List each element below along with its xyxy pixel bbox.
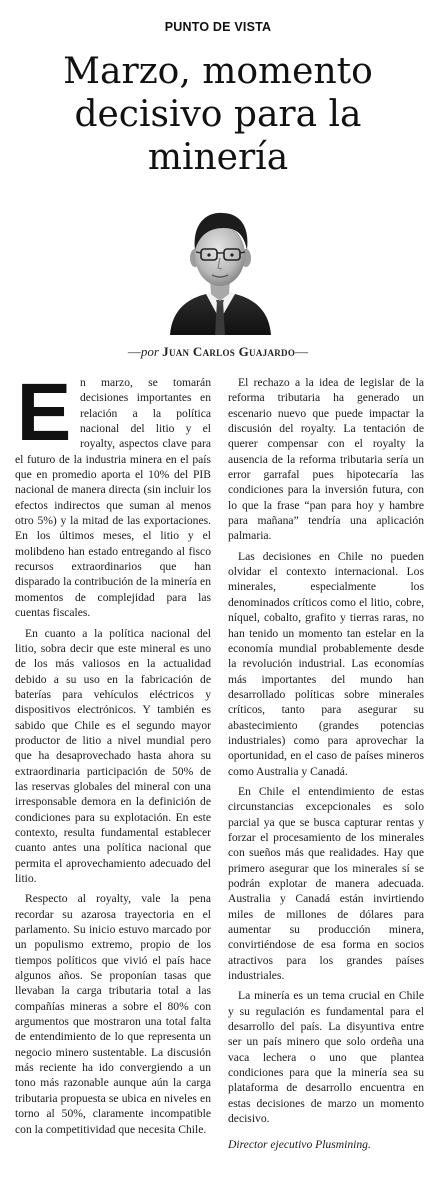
article-column-right (228, 375, 424, 1157)
byline-author: Juan Carlos Guajardo (162, 344, 296, 359)
article-paragraph-7: La minería es un tema crucial en Chile y su regulación es fundamental para el desarrollo del país. La disyuntiva entre ser un país minero que solo ordeña una vaca lechera o uno que plantea condiciones para que la minería sea su plataforma de desarrollo encuentra en estas decisiones de marzo un momento decisivo. (228, 989, 424, 1126)
drop-cap (15, 378, 73, 446)
byline (0, 344, 436, 360)
article-paragraph-3: Respecto al royalty, vale la pena recordar su azarosa trayectoria en el parlamento. Su inicio estuvo marcado por un populismo extremo, propio de los tiempos políticos que vivió el país hace algunos años. Se proponían tasas que llevaban la carga tributaria total a las compañías mineras a sobre el 80% con argumentos que mostraron una total falta de entendimiento de lo que representa un negocio minero sustentable. La discusión más reciente ha ido convergiendo a un tono más razonable aunque aún la carga tributaria propuesta se ubica en niveles en torno al 50%, claramente incompatible con la competitividad que necesita Chile. (15, 892, 211, 1136)
section-label: PUNTO DE VISTA (164, 20, 272, 34)
paragraph-text: n marzo, se tomarán decisiones importantes en relación a la política nacional del litio y el royalty, aspectos clave para el futuro de la industria minera en el país que en promedio aporta el 10% del PIB nacional de manera directa (sin incluir los efectos indirectos que suman al menos otro 5%) y la mitad de las exportaciones. En los últimos meses, el litio y el molibdeno han estado entregando al fisco recursos extraordinarios que han disparado la contribución de la minería en momentos de complejidad para las cuentas fiscales. (15, 376, 211, 620)
byline-prefix: por (140, 344, 159, 359)
article-paragraph-1 (15, 375, 211, 621)
article-paragraph-4: El rechazo a la idea de legislar de la reforma tributaria ha generado un escenario nuevo que puede impactar la discusión del royalty. La tentación de querer compensar con el royalty la ausencia de la reforma tributaria sería un error garrafal pues hipotecaría las condiciones para la inversión futura, con lo que la frase “pan para hoy y hambre para mañana” tendría una aplicación palmaria. (228, 376, 424, 543)
headline: Marzo, momento decisivo para la minería (63, 51, 373, 178)
article-paragraph-5: Las decisiones en Chile no pueden olvidar el contexto internacional. Los minerales, especialmente los denominados críticos como el litio, cobre, níquel, cobalto, grafito y tierras raras, no han tenido un momento tan estelar en la economía mundial probablemente desde la revolución industrial. Las economías más importantes del mundo han desarrollado políticas sobre minerales críticos, tanto para asegurar su abastecimiento (grandes potencias industriales) como para aprovechar la oportunidad, en el caso de países mineros como Australia y Canadá. (228, 549, 424, 778)
article-column-left (15, 375, 211, 1142)
author-portrait (168, 200, 273, 335)
article-paragraph-2: En cuanto a la política nacional del litio, sobra decir que este mineral es uno de los más valiosos en la actualidad debido a su uso en la fabricación de baterías para vehículos eléctricos y dispositivos electrónicos. Y también es sabido que Chile es el segundo mayor productor de litio a nivel mundial pero que ha desaprovechado hasta ahora su extraordinaria participación de 50% de las reservas globales del mineral con una irresponsable demora en la definición de condiciones para su explotación. En este contexto, resulta fundamental establecer cuanto antes una política nacional que permita el aprovechamiento adecuado del litio. (15, 626, 211, 885)
svg-text:E: E (16, 378, 72, 446)
byline-dash-right: — (295, 344, 309, 359)
article-paragraph-6: En Chile el entendimiento de estas circunstancias excepcionales es solo parcial ya que se busca capturar rentas y forzar el procesamiento de los minerales con sueños más que realidades. Hay que primero asegurar que los minerales sí se podrán explotar de manera adecuada. Australia y Canadá están invirtiendo miles de millones de dólares para aumentar su producción minera, convirtiéndose de esa forma en socios atractivos para los grandes países industriales. (228, 784, 424, 983)
author-signature: Director ejecutivo Plusmining. (228, 1137, 371, 1151)
byline-dash-left: — (127, 344, 141, 359)
